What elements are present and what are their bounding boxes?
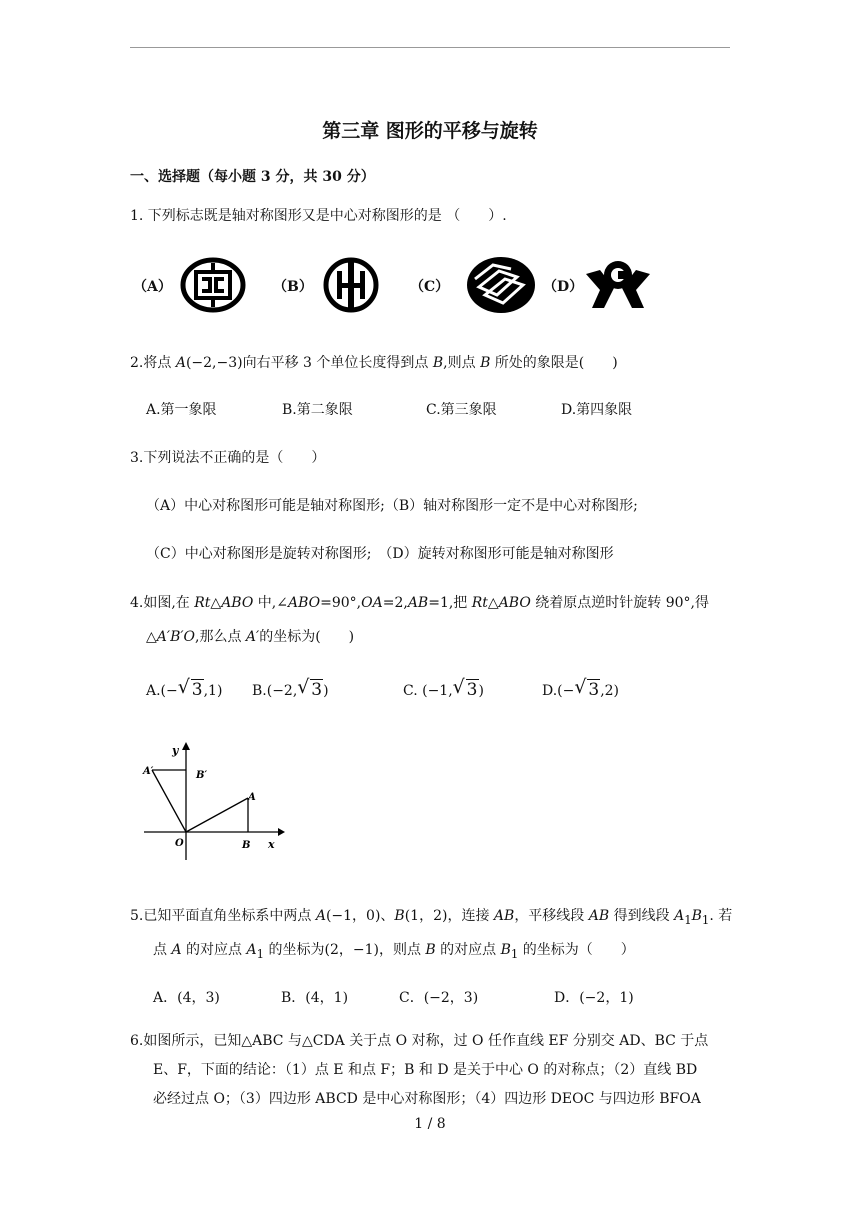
point-b-label: B <box>242 840 251 851</box>
q4-opt-text: D.(− <box>542 683 575 699</box>
q4-option-c <box>403 676 484 700</box>
q5-var: A <box>171 942 182 958</box>
question-6-line-3: 必经过点 O；（3）四边形 ABCD 是中心对称图形；（4）四边形 DEOC 与四边形 BFOA <box>153 1091 701 1107</box>
abc-logo-icon <box>322 257 380 313</box>
q4-option-b <box>252 676 329 700</box>
q5-text: ，平移线段 <box>514 908 589 924</box>
q2-var: B <box>480 355 491 371</box>
q2-text: 2.将点 <box>130 355 176 371</box>
icbc-logo-icon <box>180 257 246 313</box>
q5-subscript: 1 <box>256 946 265 961</box>
rural-credit-logo-icon <box>584 258 652 310</box>
q2-text: ,则点 <box>443 355 481 371</box>
q5-option-b: B．(4，1) <box>281 990 349 1006</box>
q4-opt-text: ,1) <box>203 683 223 699</box>
q5-subscript: 1 <box>684 912 692 927</box>
question-4-line-2 <box>146 626 354 646</box>
q5-text: (1，2)，连接 <box>404 908 494 924</box>
q2-option-d: D.第四象限 <box>561 402 633 418</box>
q4-text: ,那么点 <box>195 629 246 645</box>
q4-var: AB <box>407 595 429 611</box>
q4-opt-text: A.(− <box>146 683 178 699</box>
q5-option-a: A．(4，3) <box>153 990 220 1006</box>
q1-label-a: （A） <box>133 279 172 295</box>
q4-var: OA <box>361 595 383 611</box>
q4-option-d <box>542 676 620 700</box>
q5-text: 得到线段 <box>609 908 675 924</box>
q4-opt-text: ,2) <box>600 683 620 699</box>
section-heading: 一、选择题（每小题 3 分，共 30 分） <box>130 169 375 185</box>
q4-text: 中,∠ <box>253 595 288 611</box>
q5-var: A <box>674 908 685 924</box>
sqrt-symbol: √ 3 <box>574 676 600 700</box>
q2-option-b: B.第二象限 <box>282 402 353 418</box>
q5-subscript: 1 <box>701 912 710 927</box>
q2-text: (−2,−3)向右平移 3 个单位长度得到点 <box>185 355 433 371</box>
q4-text: =2, <box>382 595 408 611</box>
y-axis-arrow-icon <box>182 742 190 750</box>
q2-text: 所处的象限是( ) <box>490 355 618 371</box>
q5-text: 的坐标为(2，−1)，则点 <box>264 942 426 958</box>
q5-var: AB <box>588 908 610 924</box>
q2-var: B <box>432 355 444 371</box>
q4-text: 4.如图,在 <box>130 595 195 611</box>
radicand: 3 <box>466 680 478 700</box>
q5-option-c: C．(−2，3) <box>399 990 479 1006</box>
header-rule <box>130 47 730 48</box>
q5-var: A <box>246 942 257 958</box>
rotation-figure <box>138 740 288 865</box>
q4-var: A′B′O <box>156 629 196 645</box>
radicand: 3 <box>311 680 323 700</box>
sqrt-symbol: √ 3 <box>452 676 478 700</box>
q5-var: B <box>425 942 436 958</box>
q5-option-d: D．(−2，1) <box>554 990 634 1006</box>
question-5-line-1 <box>130 905 732 927</box>
q5-text: . 若 <box>709 908 733 924</box>
q5-var: AB <box>493 908 515 924</box>
page-number: 1 / 8 <box>414 1116 446 1132</box>
q5-text: 点 <box>153 942 172 958</box>
q5-text: 的对应点 <box>435 942 501 958</box>
x-axis-label: x <box>268 838 275 851</box>
q5-var: A <box>315 908 326 924</box>
q4-opt-text: C. (−1, <box>403 683 453 699</box>
sqrt-symbol: √ 3 <box>177 676 203 700</box>
point-a-prime-label: A′ <box>143 766 154 777</box>
question-3: 3.下列说法不正确的是（ ） <box>130 450 326 466</box>
q4-text: 的坐标为( ) <box>259 629 355 645</box>
sqrt-symbol: √ 3 <box>297 676 323 700</box>
segment-oa-prime <box>152 770 186 832</box>
q4-opt-text: ) <box>478 683 484 699</box>
q3-statement-line-1: （A）中心对称图形可能是轴对称图形;（B）轴对称图形一定不是中心对称图形; <box>146 498 638 514</box>
q5-var: B <box>500 942 511 958</box>
radicand: 3 <box>191 680 203 700</box>
point-o-label: O <box>175 838 184 849</box>
china-mobile-logo-icon <box>465 255 537 315</box>
q2-var: A <box>175 355 186 371</box>
q4-opt-text: ) <box>323 683 329 699</box>
question-6-line-2: E、F，下面的结论：（1）点 E 和点 F；B 和 D 是关于中心 O 的对称点；（2）直线 BD <box>153 1062 698 1078</box>
q1-label-b: （B） <box>273 279 313 295</box>
radicand: 3 <box>588 680 600 700</box>
q5-text: 的对应点 <box>181 942 247 958</box>
q4-text: 绕着原点逆时针旋转 90°,得 <box>530 595 710 611</box>
q2-option-c: C.第三象限 <box>426 402 497 418</box>
q4-text: =1,把 <box>428 595 472 611</box>
q4-text: △ <box>146 629 157 645</box>
q2-option-a: A.第一象限 <box>146 402 217 418</box>
question-5-line-2 <box>153 939 635 961</box>
q3-statement-line-2: （C）中心对称图形是旋转对称图形; （D）旋转对称图形可能是轴对称图形 <box>146 546 614 562</box>
q5-text: 5.已知平面直角坐标系中两点 <box>130 908 316 924</box>
q4-text: =90°, <box>320 595 362 611</box>
y-axis-label: y <box>172 744 179 757</box>
question-4-line-1 <box>130 592 709 612</box>
page-title: 第三章 图形的平移与旋转 <box>322 120 538 142</box>
q4-var: Rt△ABO <box>194 595 254 611</box>
q4-var: ABO <box>287 595 321 611</box>
question-6-line-1: 6.如图所示，已知△ABC 与△CDA 关于点 O 对称，过 O 任作直线 EF 分别交 AD、BC 于点 <box>130 1033 709 1049</box>
q4-opt-text: B.(−2, <box>252 683 298 699</box>
q1-label-c: （C） <box>410 279 450 295</box>
q5-var: B <box>394 908 405 924</box>
q5-text: 的坐标为（ ） <box>518 942 635 958</box>
q5-var: B <box>691 908 702 924</box>
q4-var: Rt△ABO <box>471 595 531 611</box>
q4-option-a <box>146 676 223 700</box>
question-2 <box>130 352 618 372</box>
q5-subscript: 1 <box>510 946 519 961</box>
x-axis-arrow-icon <box>278 828 285 836</box>
q5-text: (−1，0)、 <box>325 908 395 924</box>
point-a-label: A <box>248 792 256 803</box>
point-b-prime-label: B′ <box>196 770 208 781</box>
q4-var: A′ <box>245 629 260 645</box>
q1-label-d: （D） <box>543 279 584 295</box>
segment-oa <box>186 798 248 832</box>
question-1: 1. 下列标志既是轴对称图形又是中心对称图形的是 （ ）. <box>130 208 507 224</box>
